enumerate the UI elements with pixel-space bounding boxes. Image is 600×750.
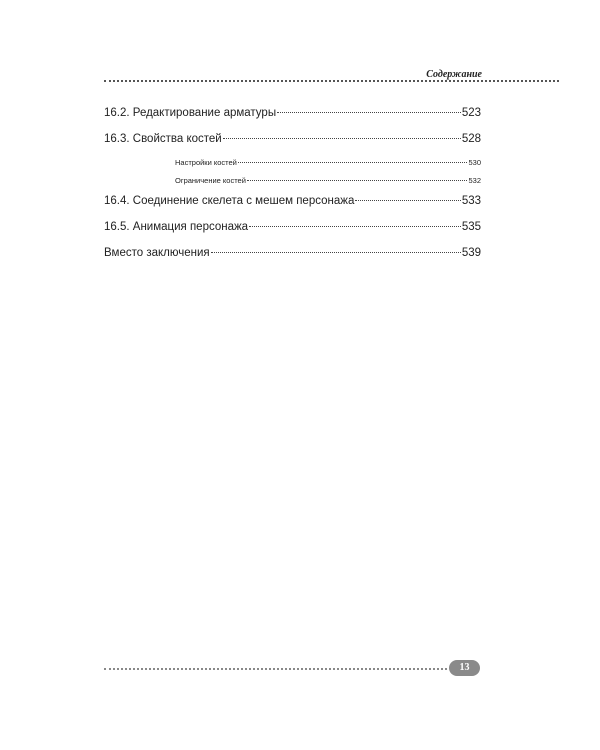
toc-entry-label: 16.5. Анимация персонажа [104, 221, 249, 233]
footer-dotted-rule [104, 668, 447, 670]
toc-entry-page: 528 [461, 133, 481, 145]
header-dotted-rule [104, 80, 559, 82]
toc-dot-leader [238, 162, 468, 163]
toc-subentry-bone-settings[interactable] [104, 158, 481, 171]
toc-dot-leader [247, 180, 468, 181]
toc-entry-16-2[interactable] [104, 106, 481, 125]
toc-dot-leader [277, 112, 461, 113]
toc-dot-leader [223, 138, 461, 139]
toc-entry-page: 535 [461, 221, 481, 233]
toc-entry-page: 539 [461, 247, 481, 259]
toc-entry-page: 532 [468, 176, 481, 185]
toc-entry-label: Настройки костей [175, 158, 237, 167]
toc-entry-page: 523 [461, 107, 481, 119]
table-of-contents [104, 106, 481, 272]
toc-entry-label: Вместо заключения [104, 247, 210, 259]
toc-entry-16-4[interactable] [104, 194, 481, 213]
toc-entry-16-5[interactable] [104, 220, 481, 239]
toc-dot-leader [211, 252, 461, 253]
toc-entry-label: 16.2. Редактирование арматуры [104, 107, 277, 119]
toc-entry-label: Ограничение костей [175, 176, 246, 185]
toc-entry-conclusion[interactable] [104, 246, 481, 265]
toc-dot-leader [355, 200, 460, 201]
toc-entry-page: 533 [461, 195, 481, 207]
toc-entry-page: 530 [468, 158, 481, 167]
running-header-title: Содержание [426, 69, 482, 80]
toc-entry-16-3[interactable] [104, 132, 481, 151]
page-number-badge: 13 [449, 660, 480, 676]
toc-subentry-bone-constraints[interactable] [104, 176, 481, 189]
toc-entry-label: 16.3. Свойства костей [104, 133, 222, 145]
toc-dot-leader [249, 226, 461, 227]
toc-entry-label: 16.4. Соединение скелета с мешем персонажа [104, 195, 355, 207]
